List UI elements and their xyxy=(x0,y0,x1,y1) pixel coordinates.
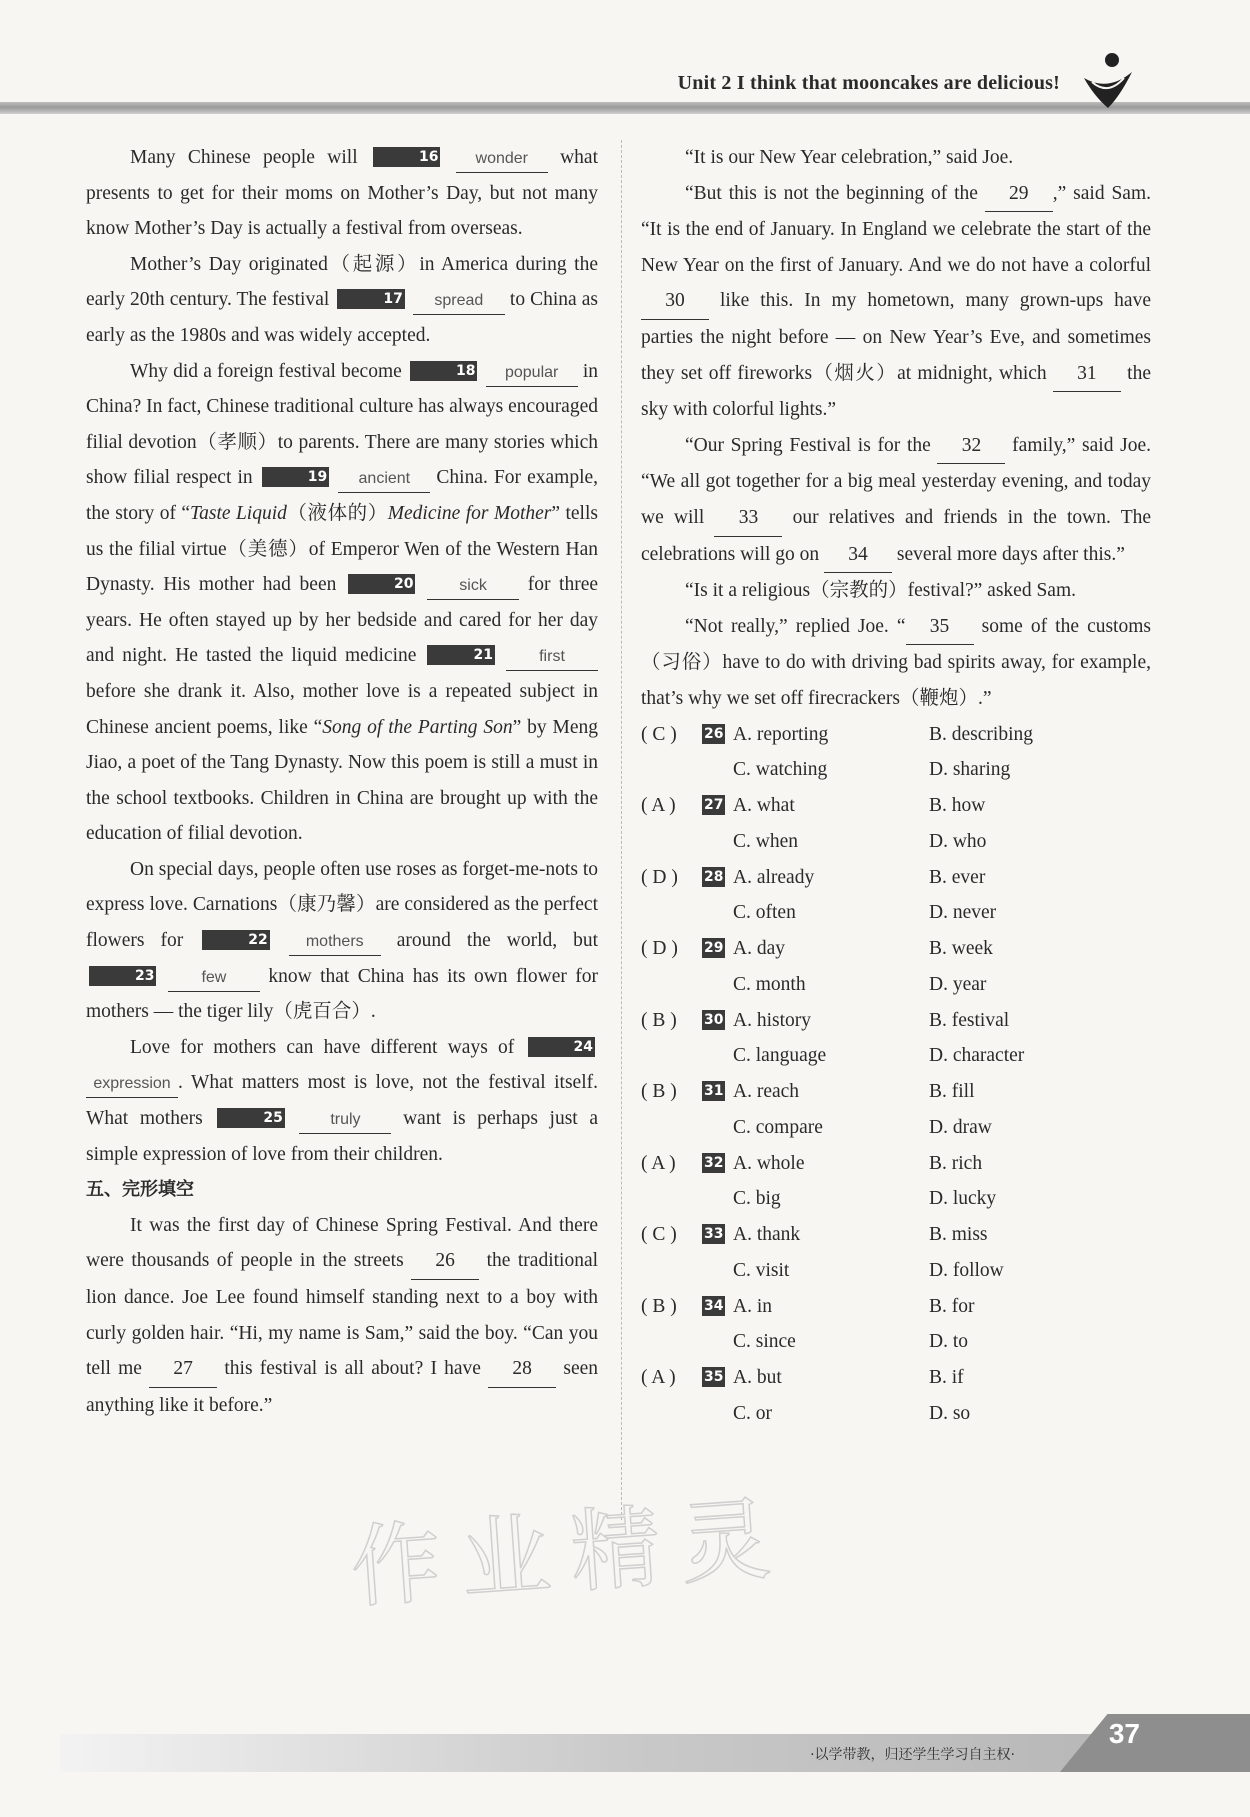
option-a: A. day xyxy=(733,938,785,959)
option-c: C. since xyxy=(733,1331,796,1353)
question-number: 30 xyxy=(704,1011,724,1028)
option-d: D. lucky xyxy=(929,1188,997,1210)
question-number: 24 xyxy=(528,1037,595,1057)
paragraph: It was the first day of Chinese Spring Festival. And there were thousands of people in the streets 26 the traditional lion dance. Joe Lee found himself standing next to a boy with curly golden hair. “Hi, my name is Sam,” said the boy. “Can you tell me 27 this festival is all about? I have 28 seen anything like it before.” xyxy=(86,1214,599,1416)
paragraph: “Is it a religious（宗教的）festival?” asked Sam. xyxy=(685,580,1076,602)
question-number: 17 xyxy=(337,289,404,309)
question-item xyxy=(641,1289,1151,1361)
answer-blank: truly xyxy=(299,1107,391,1134)
option-b: B. ever xyxy=(929,866,986,888)
question-number: 33 xyxy=(704,1226,724,1242)
section-title: 五、完形填空 xyxy=(86,1179,194,1201)
option-d: D. year xyxy=(929,973,987,995)
answer-choice: ( B ) xyxy=(641,1081,677,1102)
question-item xyxy=(641,1074,1151,1146)
option-a: A. already xyxy=(733,866,815,888)
option-d: D. to xyxy=(929,1331,968,1353)
option-b: B. fill xyxy=(929,1081,975,1102)
question-number: 26 xyxy=(704,725,724,742)
option-c: C. watching xyxy=(733,759,828,781)
cloze-gap: 34 xyxy=(824,537,892,574)
question-item xyxy=(641,860,1151,932)
paragraph: Many Chinese people will 16 wonder what presents to get for their moms on Mother’s Day, but not many know Mother’s Day is actually a festival from overseas. xyxy=(86,147,598,240)
answer-blank: wonder xyxy=(456,146,548,173)
paragraph: “Not really,” replied Joe. “ 35 some of the customs（习俗）have to do with driving bad spirits away, for example, that’s why we set off firecrackers（鞭炮）.” xyxy=(641,609,1151,717)
answer-choice: ( B ) xyxy=(641,1295,677,1317)
answer-choice: ( B ) xyxy=(641,1009,677,1031)
question-item xyxy=(641,931,1151,1003)
option-d: D. never xyxy=(929,902,997,924)
question-number: 23 xyxy=(89,966,156,986)
watermark: 作业精灵 xyxy=(347,1485,794,1622)
question-item xyxy=(641,1360,1151,1432)
answer-blank: spread xyxy=(413,288,505,315)
option-c: C. language xyxy=(733,1045,827,1067)
option-a: A. reach xyxy=(733,1081,800,1102)
answer-blank: sick xyxy=(427,573,519,600)
option-d: D. follow xyxy=(929,1259,1004,1281)
answer-blank: ancient xyxy=(338,466,430,493)
answer-choice: ( A ) xyxy=(641,1152,676,1174)
question-item xyxy=(641,1217,1151,1289)
question-number: 18 xyxy=(410,361,477,381)
unit-title: Unit 2 I think that mooncakes are delicious! xyxy=(677,72,1060,94)
cloze-gap: 32 xyxy=(937,428,1005,465)
option-d: D. so xyxy=(929,1402,971,1424)
cloze-gap: 30 xyxy=(641,283,709,320)
answer-choice: ( D ) xyxy=(641,866,678,888)
question-number: 16 xyxy=(373,147,440,167)
answer-blank: popular xyxy=(486,360,578,387)
answer-choice: ( A ) xyxy=(641,795,676,816)
answer-blank: mothers xyxy=(289,929,381,956)
question-number: 31 xyxy=(704,1083,724,1099)
question-number: 27 xyxy=(704,797,724,813)
answer-blank: expression xyxy=(86,1071,178,1098)
cloze-gap: 26 xyxy=(411,1243,479,1280)
option-d: D. draw xyxy=(929,1116,992,1138)
option-b: B. festival xyxy=(929,1009,1010,1031)
right-column xyxy=(641,140,1151,1432)
option-b: B. if xyxy=(929,1367,964,1388)
option-a: A. thank xyxy=(733,1224,801,1245)
option-b: B. describing xyxy=(929,723,1033,745)
answer-blank: first xyxy=(506,644,598,671)
option-b: B. for xyxy=(929,1295,975,1317)
paragraph: Love for mothers can have different ways of 24 expression . What matters most is love, not the festival itself. What mothers 25 truly want is perhaps just a simple expression of love from their children. xyxy=(86,1036,599,1165)
option-c: C. month xyxy=(733,973,806,995)
cloze-gap: 29 xyxy=(985,176,1053,213)
option-b: B. week xyxy=(929,938,993,959)
cloze-gap: 28 xyxy=(488,1351,556,1388)
cloze-gap: 27 xyxy=(149,1351,217,1388)
paragraph: “Our Spring Festival is for the 32 family,” said Joe. “We all got together for a big meal yesterday evening, and today we will 33 our relatives and friends in the town. The celebrations will go on 34 several more days after this.” xyxy=(641,428,1151,573)
answer-choice: ( C ) xyxy=(641,723,677,745)
option-a: A. history xyxy=(733,1009,811,1031)
option-d: D. who xyxy=(929,830,987,852)
question-number: 25 xyxy=(217,1108,284,1128)
answer-choice: ( A ) xyxy=(641,1367,676,1388)
option-c: C. or xyxy=(733,1402,772,1424)
option-c: C. when xyxy=(733,830,798,852)
option-d: D. character xyxy=(929,1045,1025,1067)
cloze-gap: 35 xyxy=(906,609,974,646)
question-number: 20 xyxy=(348,574,415,594)
answer-blank: few xyxy=(168,965,260,992)
page-number: 37 xyxy=(1108,1718,1140,1749)
option-c: C. compare xyxy=(733,1116,823,1138)
column-divider xyxy=(621,140,622,1520)
answer-choice: ( C ) xyxy=(641,1224,677,1245)
question-number: 32 xyxy=(704,1154,724,1171)
option-c: C. visit xyxy=(733,1259,790,1281)
question-number: 22 xyxy=(202,930,269,950)
paragraph: Why did a foreign festival become 18 popular in China? In fact, Chinese traditional culture has always encouraged filial devotion（孝顺）to parents. There are many stories which show filial respect in 19 ancient China. For example, the story of “Taste Liquid（液体的）Medicine for Mother” tells us the filial virtue（美德）of Emperor Wen of the Western Han Dynasty. His mother had been 20 sick for three years. He often stayed up by her bedside and cared for her day and night. He tasted the liquid medicine 21 first before she drank it. Also, mother love is a repeated subject in Chinese ancient poems, like “Song of the Parting Son” by Meng Jiao, a poet of the Tang Dynasty. Now this poem is still a must in the school textbooks. Children in China are brought up with the education of filial devotion. xyxy=(86,360,599,845)
option-a: A. but xyxy=(733,1367,782,1388)
paragraph: Mother’s Day originated（起源）in America during the early 20th century. The festival 17 spread to China as early as the 1980s and was widely accepted. xyxy=(86,253,598,346)
option-a: A. in xyxy=(733,1295,772,1317)
paragraph: “But this is not the beginning of the 29 ,” said Sam. “It is the end of January. In England we celebrate the start of the New Year on the first of January. And we do not have a colorful 30 like this. In my hometown, many grown-ups have parties the night before — on New Year’s Eve, and sometimes they set off fireworks（烟火）at midnight, which 31 the sky with colorful lights.” xyxy=(641,176,1151,428)
cloze-gap: 31 xyxy=(1053,356,1121,393)
option-b: B. miss xyxy=(929,1224,988,1245)
book-reader-logo-icon xyxy=(1078,52,1138,110)
option-c: C. big xyxy=(733,1188,781,1210)
question-number: 35 xyxy=(704,1369,724,1385)
option-b: B. rich xyxy=(929,1152,983,1174)
question-number: 34 xyxy=(704,1297,724,1314)
footer-slogan: ·以学带教，归还学生学习自主权· xyxy=(810,1747,1015,1763)
question-item xyxy=(641,717,1151,789)
paragraph: “It is our New Year celebration,” said Joe. xyxy=(685,147,1014,168)
question-number: 29 xyxy=(704,940,724,956)
question-list xyxy=(641,717,1151,1432)
option-d: D. sharing xyxy=(929,759,1011,781)
question-item xyxy=(641,788,1151,860)
option-a: A. reporting xyxy=(733,723,829,745)
left-column xyxy=(86,140,598,1423)
question-item xyxy=(641,1146,1151,1218)
option-b: B. how xyxy=(929,795,986,816)
question-item xyxy=(641,1003,1151,1075)
answer-choice: ( D ) xyxy=(641,938,678,959)
page-footer xyxy=(0,1712,1250,1782)
page-number-tab xyxy=(1060,1714,1250,1772)
option-c: C. often xyxy=(733,902,796,924)
option-a: A. what xyxy=(733,795,795,816)
page-header xyxy=(0,0,1250,118)
question-number: 28 xyxy=(704,868,724,885)
header-band xyxy=(0,102,1250,114)
question-number: 21 xyxy=(427,645,494,665)
cloze-gap: 33 xyxy=(714,500,782,537)
option-a: A. whole xyxy=(733,1152,805,1174)
paragraph: On special days, people often use roses as forget-me-nots to express love. Carnations（康乃馨）are considered as the perfect flowers for 22 mothers around the world, but 23 few know that China has its own flower for mothers — the tiger lily（虎百合）. xyxy=(86,858,599,1023)
question-number: 19 xyxy=(262,467,329,487)
